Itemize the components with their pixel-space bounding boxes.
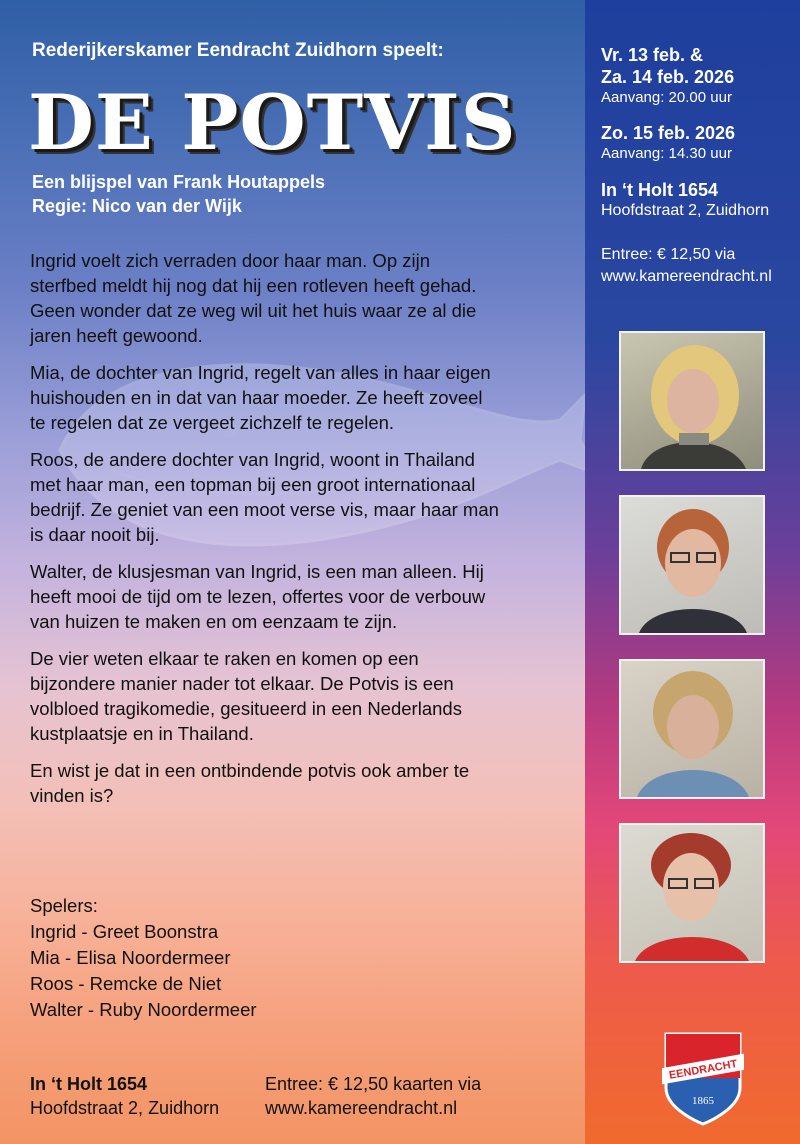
organization-line: Rederijkerskamer Eendracht Zuidhorn speelt: — [32, 40, 444, 61]
story-paragraph: Ingrid voelt zich verraden door haar man. Op zijn sterfbed meldt hij nog dat hij een rotleven heeft gehad. Geen wonder dat ze weg wil uit het huis waar ze al die jaren heeft gewoond. — [30, 250, 477, 346]
story-paragraph: Mia, de dochter van Ingrid, regelt van alles in haar eigen huishouden en in dat van haar moeder. Ze heeft zoveel te regelen dat ze vergeet zichzelf te regelen. — [30, 362, 491, 433]
matinee-start-time: Aanvang: 14.30 uur — [601, 145, 732, 162]
cast-member: Mia - Elisa Noordermeer — [30, 947, 231, 968]
logo-name: EENDRACHT — [668, 1058, 739, 1082]
logo-year: 1865 — [692, 1095, 714, 1107]
footer-entry: Entree: € 12,50 kaarten via — [265, 1074, 482, 1094]
sidebar-website[interactable]: www.kamereendracht.nl — [601, 268, 772, 285]
page-title: DE POTVIS — [28, 78, 517, 167]
actor-photo-walter — [619, 823, 765, 963]
footer-website[interactable]: www.kamereendracht.nl — [265, 1098, 458, 1118]
story-paragraph: Roos, de andere dochter van Ingrid, woont in Thailand met haar man, een topman bij een groot internationaal bedrijf. Ze geniet van een moot verse vis, maar haar man is daar nooit bij. — [30, 449, 499, 545]
actor-photo-roos — [619, 659, 765, 799]
cast-member: Ingrid - Greet Boonstra — [30, 921, 219, 942]
date-saturday: Za. 14 feb. 2026 — [601, 67, 735, 87]
sidebar-tickets — [601, 244, 772, 288]
sidebar-entry: Entree: € 12,50 via — [601, 246, 736, 263]
sidebar-address: Hoofdstraat 2, Zuidhorn — [601, 202, 770, 219]
cast-list — [30, 893, 257, 1023]
footer-venue — [30, 1072, 219, 1120]
footer-tickets — [265, 1072, 481, 1120]
story-paragraph: Walter, de klusjesman van Ingrid, is een man alleen. Hij heeft mooi de tijd om te lezen, offertes voor de verbouw van huizen te maken en om eenzaam te zijn. — [30, 561, 486, 632]
sidebar-venue-name: In ‘t Holt 1654 — [601, 180, 719, 200]
actor-photo-mia — [619, 495, 765, 635]
footer-venue-name: In ‘t Holt 1654 — [30, 1074, 148, 1094]
cast-member: Walter - Ruby Noordermeer — [30, 999, 257, 1020]
director-line: Regie: Nico van der Wijk — [32, 196, 242, 216]
sidebar-venue — [601, 179, 769, 221]
actor-photo-ingrid — [619, 331, 765, 471]
performance-dates — [601, 44, 734, 108]
date-friday: Vr. 13 feb. & — [601, 45, 704, 65]
author-line: Een blijspel van Frank Houtappels — [32, 172, 326, 192]
eendracht-logo — [662, 1028, 744, 1128]
matinee-date — [601, 122, 735, 164]
date-sunday: Zo. 15 feb. 2026 — [601, 123, 736, 143]
cast-member: Roos - Remcke de Niet — [30, 973, 222, 994]
footer-address: Hoofdstraat 2, Zuidhorn — [30, 1098, 220, 1118]
story-paragraph: De vier weten elkaar te raken en komen op een bijzondere manier nader tot elkaar. De Potvis is een volbloed tragikomedie, gesitueerd in een Nederlands kustplaatsje en in Thailand. — [30, 648, 462, 744]
story-paragraph: En wist je dat in een ontbindende potvis ook amber te vinden is? — [30, 760, 470, 806]
story-text — [30, 248, 500, 820]
cast-heading: Spelers: — [30, 895, 98, 916]
evening-start-time: Aanvang: 20.00 uur — [601, 89, 732, 106]
